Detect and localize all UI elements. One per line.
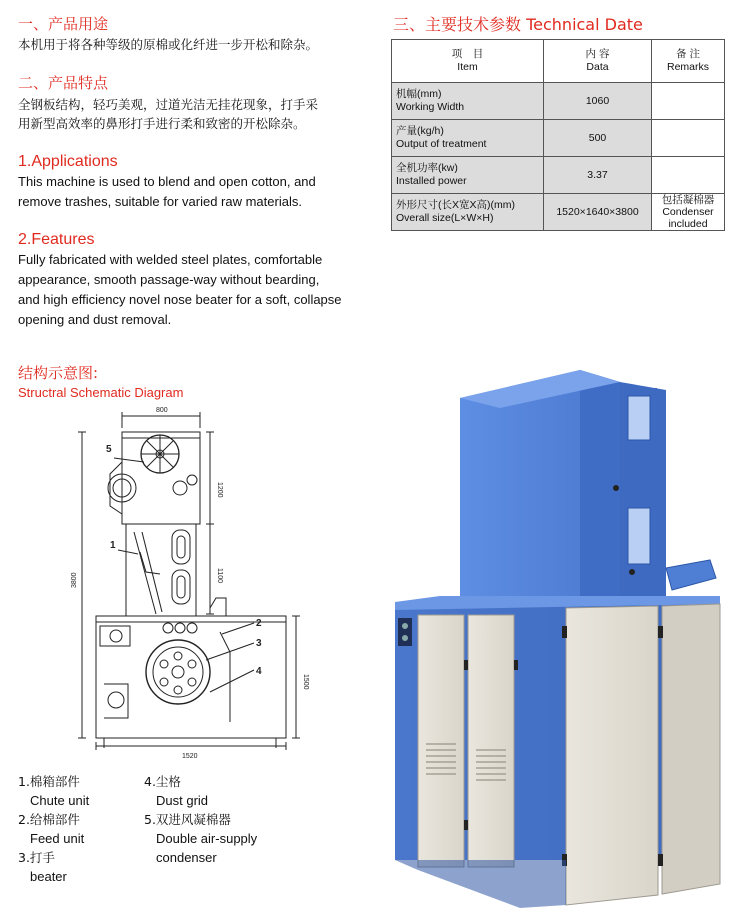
row-item — [392, 83, 544, 120]
schematic-title-en: Structral Schematic Diagram — [18, 385, 184, 400]
dim-total-height: 3800 — [71, 572, 78, 588]
row-item-en: Output of treatment — [396, 138, 487, 150]
legend-item-2-cn: 2.给棉部件 — [18, 812, 80, 827]
header-item-en: Item — [457, 61, 478, 73]
dim-base-width: 1520 — [182, 753, 198, 760]
legend-item-2-en: Feed unit — [30, 831, 85, 846]
table-row — [392, 157, 725, 194]
section2-title: 二、产品特点 — [18, 74, 109, 92]
row-item-cn: 全机功率(kw) — [396, 162, 458, 174]
legend-item-1-en: Chute unit — [30, 793, 90, 808]
header-remarks — [652, 40, 725, 83]
row-item-en: Working Width — [396, 101, 465, 113]
row-item — [392, 120, 544, 157]
header-data-en: Data — [586, 61, 609, 73]
row-value: 3.37 — [544, 157, 652, 194]
features-title: 2.Features — [18, 231, 95, 248]
row-value: 1060 — [544, 83, 652, 120]
section2-text-line2: 用新型高效率的鼻形打手进行柔和致密的开松除杂。 — [18, 116, 306, 131]
legend-item-3-cn: 3.打手 — [18, 850, 55, 865]
legend-item-4-en: Dust grid — [156, 793, 209, 808]
cabinet-door-3 — [566, 606, 658, 905]
row-remarks — [652, 194, 725, 231]
row-remarks — [652, 120, 725, 157]
header-data-cn: 内 容 — [585, 48, 610, 60]
callout-3: 3 — [256, 638, 262, 649]
row-remark-en-2: included — [668, 218, 708, 230]
row-remarks — [652, 83, 725, 120]
features-line3: and high efficiency novel nose beater for a soft, collapse — [18, 292, 342, 307]
cabinet-door-2 — [468, 615, 514, 867]
legend-item-1 — [18, 772, 89, 886]
applications-title: 1.Applications — [18, 153, 118, 170]
legend-item-5-en-1: Double air-supply — [156, 831, 258, 846]
section1-text: 本机用于将各种等级的原棉或化纤进一步开松和除杂。 — [18, 37, 319, 52]
dim-lower-height: 1500 — [302, 674, 309, 690]
row-item-en: Overall size(L×W×H) — [396, 212, 494, 224]
row-item-cn: 产量(kg/h) — [396, 125, 444, 137]
dim-middle-height: 1100 — [216, 568, 223, 584]
dim-top-width: 800 — [156, 407, 168, 414]
schematic-title-cn: 结构示意图: — [18, 364, 99, 382]
section1-title: 一、产品用途 — [18, 15, 109, 33]
table-header-row — [392, 40, 725, 83]
header-data — [544, 40, 652, 83]
legend-item-5-cn: 5.双进风凝棉器 — [144, 812, 231, 827]
row-value: 1520×1640×3800 — [544, 194, 652, 231]
legend-item-3-en: beater — [30, 869, 67, 884]
header-remarks-cn: 备 注 — [676, 48, 700, 60]
header-item-cn: 项 目 — [451, 48, 484, 60]
cabinet-door-1 — [418, 615, 464, 867]
table-row — [392, 194, 725, 231]
dim-upper-height: 1200 — [216, 482, 223, 498]
applications-line1: This machine is used to blend and open cotton, and — [18, 174, 316, 189]
row-remark-en-1: Condenser — [662, 206, 714, 218]
legend-item-5-en-2: condenser — [156, 850, 217, 865]
machine-photo — [380, 360, 740, 910]
row-item — [392, 194, 544, 231]
row-remark-cn: 包括凝棉器 — [661, 194, 715, 206]
header-remarks-en: Remarks — [666, 61, 709, 73]
callout-5: 5 — [106, 444, 112, 455]
row-remarks — [652, 157, 725, 194]
row-item-cn: 机幅(mm) — [396, 88, 442, 100]
legend-item-4 — [144, 772, 257, 867]
schematic-diagram — [60, 402, 310, 762]
row-item-en: Installed power — [396, 175, 467, 187]
table-row — [392, 83, 725, 120]
callout-2: 2 — [256, 618, 262, 629]
row-value: 500 — [544, 120, 652, 157]
row-item — [392, 157, 544, 194]
callout-1: 1 — [110, 540, 116, 551]
header-item — [392, 40, 544, 83]
tech-spec-table — [391, 39, 725, 231]
side-duct — [666, 560, 716, 590]
cabinet-door-4 — [662, 604, 720, 894]
features-line4: opening and dust removal. — [18, 312, 172, 327]
features-line1: Fully fabricated with welded steel plates, comfortable — [18, 252, 323, 267]
table-row — [392, 120, 725, 157]
legend-item-4-cn: 4.尘格 — [144, 774, 181, 789]
section2-text-line1: 全钢板结构，轻巧美观，过道光洁无挂花现象，打手采 — [18, 97, 319, 112]
legend-item-1-cn: 1.棉箱部件 — [18, 774, 80, 789]
tech-title: 三、主要技术参数 Technical Date — [393, 15, 643, 34]
row-item-cn: 外形尺寸(长X宽X高)(mm) — [396, 199, 515, 211]
callout-4: 4 — [256, 666, 262, 677]
applications-line2: remove trashes, suitable for varied raw materials. — [18, 194, 302, 209]
features-line2: appearance, smooth passage-way without bearding, — [18, 272, 320, 287]
